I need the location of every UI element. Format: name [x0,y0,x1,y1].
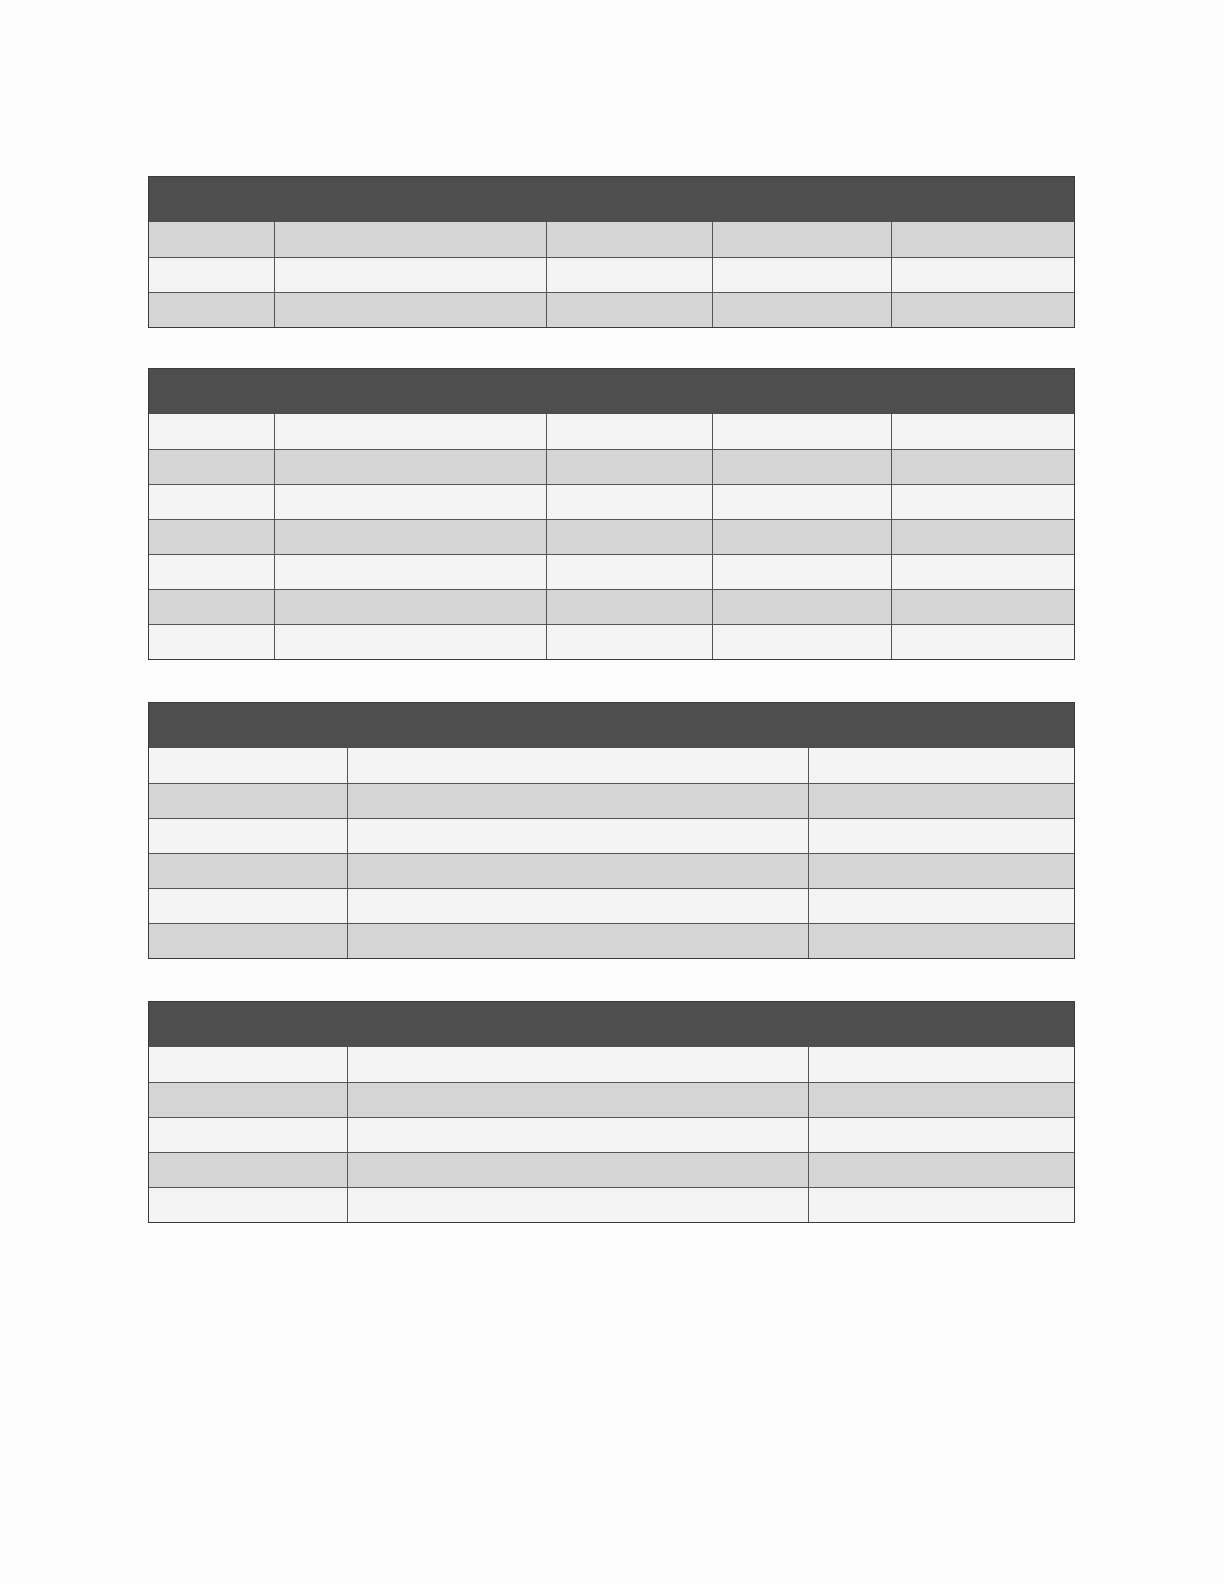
table-row [149,292,1074,327]
table-cell [713,520,892,554]
table-row [149,624,1074,659]
table-cell [892,450,1074,484]
table-cell [149,222,275,257]
table-row [149,1152,1074,1187]
table-cell [892,258,1074,292]
table-cell [713,222,892,257]
table-cell [275,222,547,257]
table-cell [348,924,809,958]
table-cell [547,293,713,327]
table-cell [547,590,713,624]
table-cell [149,889,348,923]
table-cell [348,1047,809,1082]
table-cell [348,1118,809,1152]
table-cell [547,625,713,659]
table-row [149,554,1074,589]
table-3-body [149,748,1074,958]
table-2-body [149,414,1074,659]
table-cell [275,450,547,484]
table-cell [713,485,892,519]
table-cell [275,625,547,659]
table-3-header [149,703,1074,748]
table-cell [275,520,547,554]
table-cell [547,222,713,257]
table-cell [348,1188,809,1222]
table-cell [149,590,275,624]
table-cell [809,854,1074,888]
table-cell [348,784,809,818]
table-cell [713,625,892,659]
table-row [149,222,1074,257]
table-cell [149,1153,348,1187]
table-cell [892,625,1074,659]
table-cell [149,625,275,659]
table-cell [275,258,547,292]
table-4 [148,1001,1075,1223]
table-cell [149,924,348,958]
table-cell [547,258,713,292]
table-cell [348,1083,809,1117]
table-cell [809,1188,1074,1222]
table-3 [148,702,1075,959]
table-cell [275,414,547,449]
table-cell [809,784,1074,818]
table-row [149,519,1074,554]
table-cell [547,450,713,484]
table-cell [892,222,1074,257]
table-2-header [149,369,1074,414]
table-cell [149,450,275,484]
table-cell [149,748,348,783]
table-cell [149,520,275,554]
table-row [149,1082,1074,1117]
table-1-header [149,177,1074,222]
table-cell [809,819,1074,853]
table-cell [547,485,713,519]
table-cell [809,1047,1074,1082]
table-cell [149,485,275,519]
table-cell [149,1118,348,1152]
table-row [149,1047,1074,1082]
table-cell [809,1118,1074,1152]
table-cell [149,258,275,292]
table-cell [809,1083,1074,1117]
table-cell [149,854,348,888]
table-cell [809,924,1074,958]
table-cell [149,784,348,818]
table-row [149,449,1074,484]
table-cell [348,819,809,853]
table-cell [809,1153,1074,1187]
table-cell [547,520,713,554]
table-cell [547,555,713,589]
table-cell [892,590,1074,624]
table-row [149,589,1074,624]
table-4-header [149,1002,1074,1047]
table-row [149,888,1074,923]
table-cell [348,889,809,923]
table-1 [148,176,1075,328]
table-cell [149,293,275,327]
table-cell [809,748,1074,783]
table-cell [892,555,1074,589]
table-cell [713,414,892,449]
table-2 [148,368,1075,660]
table-cell [547,414,713,449]
table-row [149,1117,1074,1152]
table-cell [149,1083,348,1117]
table-row [149,748,1074,783]
table-cell [892,485,1074,519]
table-cell [892,520,1074,554]
table-cell [348,1153,809,1187]
table-1-body [149,222,1074,327]
table-row [149,257,1074,292]
table-row [149,414,1074,449]
table-cell [149,819,348,853]
table-cell [809,889,1074,923]
table-4-body [149,1047,1074,1222]
table-row [149,853,1074,888]
table-row [149,783,1074,818]
table-row [149,1187,1074,1222]
table-cell [275,485,547,519]
table-cell [892,293,1074,327]
table-cell [348,748,809,783]
table-row [149,484,1074,519]
table-cell [713,590,892,624]
table-row [149,818,1074,853]
table-cell [713,293,892,327]
table-row [149,923,1074,958]
table-cell [149,555,275,589]
table-cell [149,414,275,449]
table-cell [348,854,809,888]
table-cell [149,1188,348,1222]
table-cell [892,414,1074,449]
table-cell [713,450,892,484]
table-cell [149,1047,348,1082]
table-cell [275,555,547,589]
table-cell [275,293,547,327]
table-cell [713,258,892,292]
table-cell [713,555,892,589]
table-cell [275,590,547,624]
